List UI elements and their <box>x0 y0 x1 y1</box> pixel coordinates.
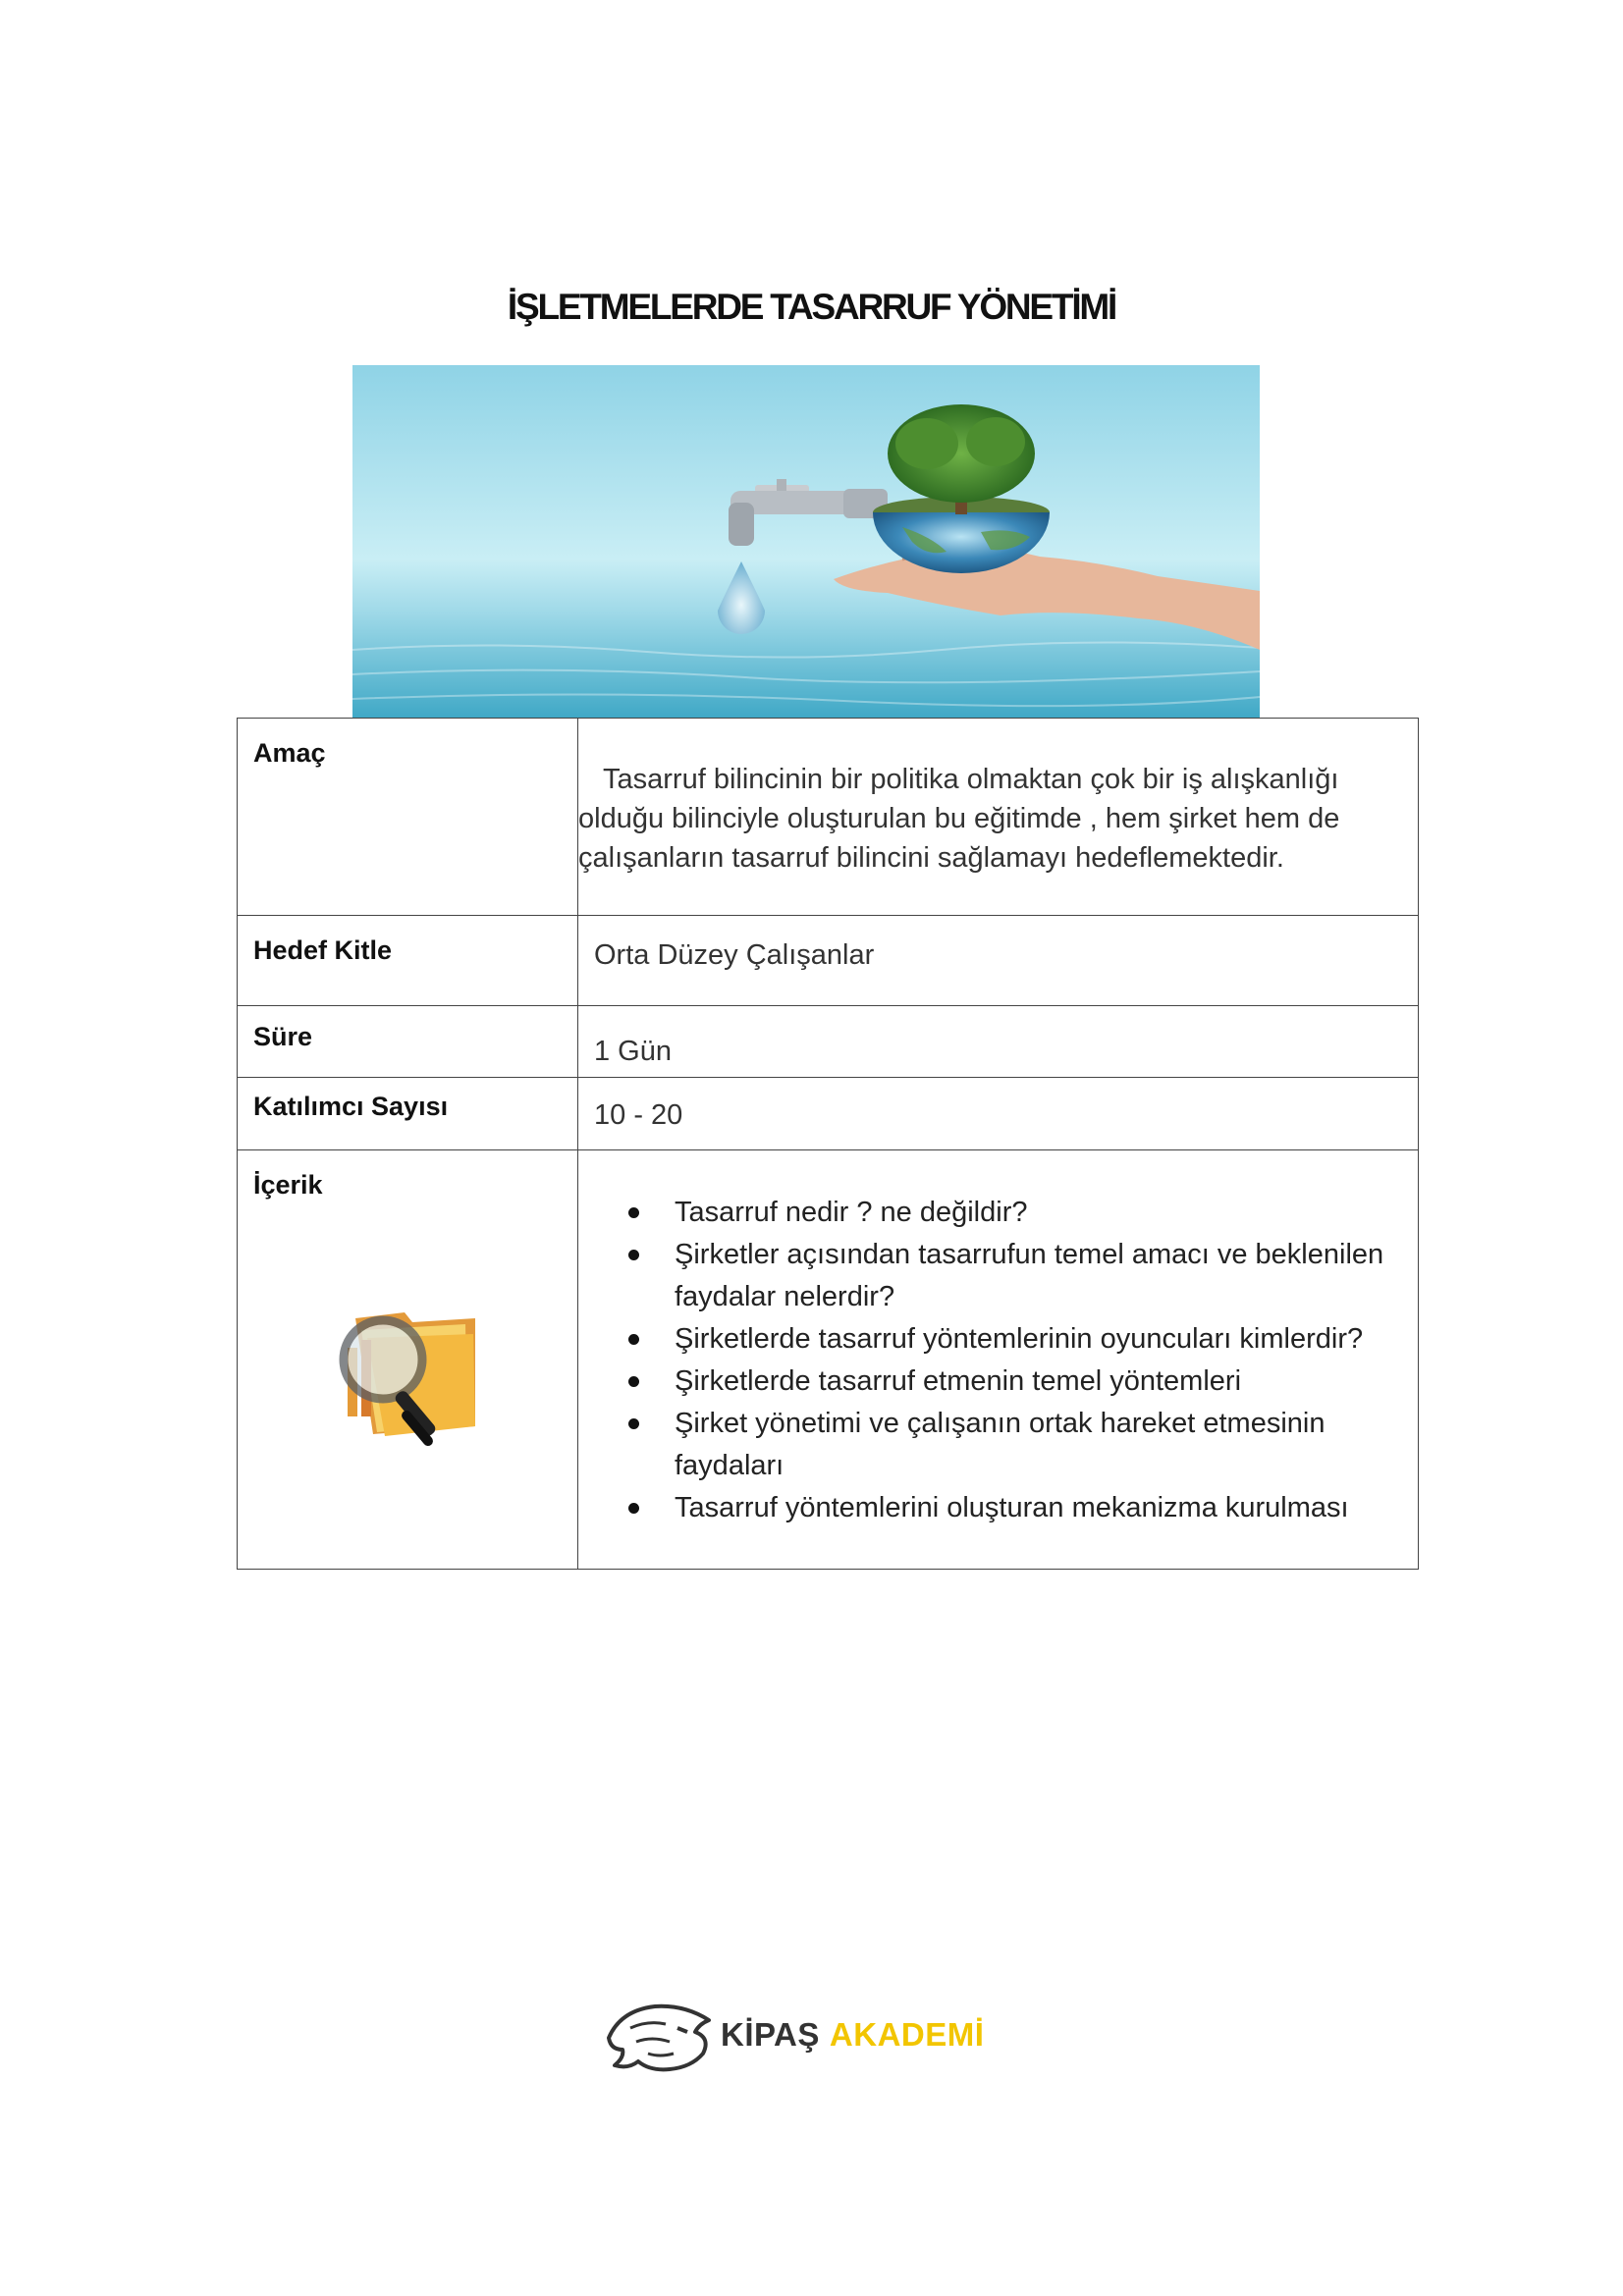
value-cell <box>578 1150 1419 1570</box>
katilimci-sayisi-label: Katılımcı Sayısı <box>253 1092 449 1121</box>
lion-head-icon <box>601 1999 719 2077</box>
logo-brand-name: KİPAŞ <box>721 2016 820 2053</box>
logo-text <box>721 2016 984 2054</box>
label-cell <box>238 719 578 916</box>
list-item <box>578 1487 1418 1529</box>
amac-line: Tasarruf bilincinin bir politika olmaktan çok bir iş alışkanlığı <box>603 764 1339 795</box>
list-item <box>578 1234 1418 1318</box>
list-item-text: faydalar nelerdir? <box>675 1281 895 1312</box>
training-info-table <box>237 718 1419 1570</box>
label-cell <box>238 916 578 1006</box>
bullet-icon <box>628 1207 639 1218</box>
list-item-text: faydaları <box>675 1450 784 1481</box>
logo-brand-accent: AKADEMİ <box>829 2016 985 2053</box>
label-cell <box>238 1150 578 1570</box>
label-cell <box>238 1006 578 1078</box>
value-cell <box>578 1078 1419 1150</box>
list-item-text: Şirketler açısından tasarrufun temel amacı ve beklenilen <box>675 1239 1384 1270</box>
amac-label: Amaç <box>253 738 326 768</box>
sure-value: 1 Gün <box>594 1036 672 1067</box>
list-item <box>578 1318 1418 1361</box>
hedef-kitle-value: Orta Düzey Çalışanlar <box>594 939 875 971</box>
list-item-text: Şirket yönetimi ve çalışanın ortak hareket etmesinin <box>675 1408 1325 1439</box>
hedef-kitle-label: Hedef Kitle <box>253 935 393 965</box>
value-cell <box>578 916 1419 1006</box>
value-cell <box>578 719 1419 916</box>
bullet-icon <box>628 1334 639 1345</box>
icerik-list <box>578 1150 1418 1529</box>
amac-line: çalışanların tasarruf bilincini sağlamayı hedeflemektedir. <box>578 842 1284 874</box>
page-title: İŞLETMELERDE TASARRUF YÖNETİMİ <box>507 287 1116 327</box>
katilimci-sayisi-value: 10 - 20 <box>594 1099 683 1131</box>
bullet-icon <box>628 1503 639 1514</box>
table-row-katilimci-sayisi <box>238 1078 1419 1150</box>
folder-magnifier-icon <box>318 1279 487 1448</box>
list-item <box>578 1192 1418 1234</box>
table-row-icerik <box>238 1150 1419 1570</box>
sure-label: Süre <box>253 1022 313 1051</box>
kipas-akademi-logo <box>601 1999 994 2077</box>
icerik-label: İçerik <box>253 1170 323 1200</box>
value-cell <box>578 1006 1419 1078</box>
amac-line: olduğu bilinciyle oluşturulan bu eğitimde , hem şirket hem de <box>578 803 1340 834</box>
list-item-text: Şirketlerde tasarruf yöntemlerinin oyuncuları kimlerdir? <box>675 1323 1364 1355</box>
table-row-amac <box>238 719 1419 916</box>
list-item <box>578 1361 1418 1403</box>
label-cell <box>238 1078 578 1150</box>
hero-image <box>352 365 1260 719</box>
bullet-icon <box>628 1250 639 1260</box>
list-item-text: Tasarruf nedir ? ne değildir? <box>675 1197 1028 1228</box>
table-row-hedef-kitle <box>238 916 1419 1006</box>
list-item-text: Tasarruf yöntemlerini oluşturan mekanizma kurulması <box>675 1492 1349 1523</box>
table-row-sure <box>238 1006 1419 1078</box>
amac-paragraph <box>578 719 1418 878</box>
bullet-icon <box>628 1376 639 1387</box>
list-item-text: Şirketlerde tasarruf etmenin temel yöntemleri <box>675 1365 1242 1397</box>
bullet-icon <box>628 1418 639 1429</box>
list-item <box>578 1403 1418 1487</box>
